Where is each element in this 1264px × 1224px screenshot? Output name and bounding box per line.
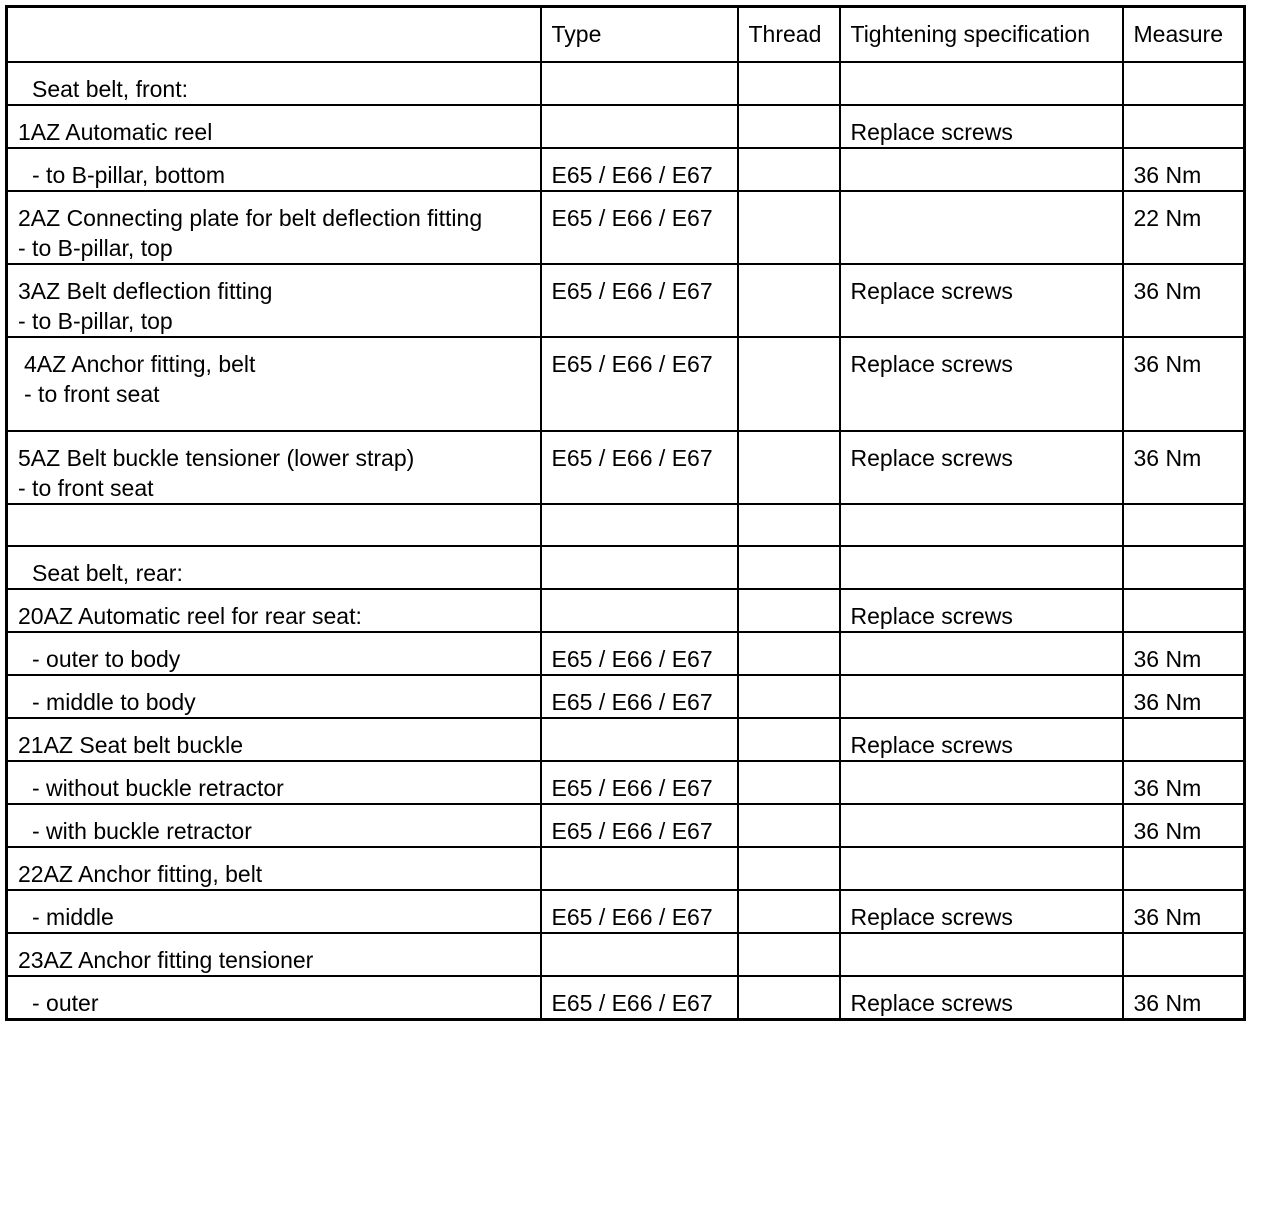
thread-cell xyxy=(738,632,840,675)
item-text: 1AZ Automatic reel xyxy=(18,119,213,145)
type-cell xyxy=(541,546,738,589)
header-thread: Thread xyxy=(738,7,840,63)
item-cell xyxy=(7,148,541,191)
thread-cell xyxy=(738,847,840,890)
header-tightening: Tightening specification xyxy=(840,7,1123,63)
measure-cell xyxy=(1123,62,1245,105)
thread-cell xyxy=(738,504,840,546)
type-cell xyxy=(541,504,738,546)
measure-cell: 36 Nm xyxy=(1123,804,1245,847)
table-body xyxy=(7,62,1245,1020)
item-text: - without buckle retractor xyxy=(32,775,284,801)
type-cell: E65 / E66 / E67 xyxy=(541,431,738,504)
thread-cell xyxy=(738,589,840,632)
type-cell xyxy=(541,589,738,632)
thread-cell xyxy=(738,804,840,847)
tightening-cell xyxy=(840,148,1123,191)
thread-cell xyxy=(738,546,840,589)
header-measure: Measure xyxy=(1123,7,1245,63)
measure-cell: 36 Nm xyxy=(1123,761,1245,804)
table-row xyxy=(7,804,1245,847)
item-text: - with buckle retractor xyxy=(32,818,252,844)
measure-cell: 36 Nm xyxy=(1123,431,1245,504)
tightening-cell: Replace screws xyxy=(840,890,1123,933)
tightening-spec-table xyxy=(5,5,1246,1021)
table-row xyxy=(7,105,1245,148)
item-text: 4AZ Anchor fitting, belt xyxy=(24,351,256,377)
thread-cell xyxy=(738,761,840,804)
item-text: Seat belt, front: xyxy=(32,76,188,102)
tightening-cell xyxy=(840,546,1123,589)
measure-cell: 36 Nm xyxy=(1123,890,1245,933)
item-text: - outer xyxy=(32,990,99,1016)
tightening-cell xyxy=(840,504,1123,546)
tightening-cell: Replace screws xyxy=(840,589,1123,632)
thread-cell xyxy=(738,264,840,337)
table-row xyxy=(7,933,1245,976)
item-cell xyxy=(7,761,541,804)
item-text: - to front seat xyxy=(24,381,160,407)
measure-cell xyxy=(1123,546,1245,589)
table-row xyxy=(7,761,1245,804)
tightening-cell xyxy=(840,191,1123,264)
tightening-cell xyxy=(840,761,1123,804)
item-text: 23AZ Anchor fitting tensioner xyxy=(18,947,314,973)
type-cell: E65 / E66 / E67 xyxy=(541,804,738,847)
measure-cell xyxy=(1123,847,1245,890)
table-row xyxy=(7,632,1245,675)
item-cell xyxy=(7,62,541,105)
item-cell xyxy=(7,890,541,933)
measure-cell: 22 Nm xyxy=(1123,191,1245,264)
thread-cell xyxy=(738,337,840,431)
item-text: - to B-pillar, bottom xyxy=(32,162,226,188)
item-cell xyxy=(7,504,541,546)
thread-cell xyxy=(738,675,840,718)
item-cell xyxy=(7,546,541,589)
item-cell xyxy=(7,632,541,675)
measure-cell: 36 Nm xyxy=(1123,264,1245,337)
thread-cell xyxy=(738,933,840,976)
item-text: - outer to body xyxy=(32,646,181,672)
table-row xyxy=(7,976,1245,1020)
tightening-cell xyxy=(840,933,1123,976)
type-cell: E65 / E66 / E67 xyxy=(541,148,738,191)
type-cell: E65 / E66 / E67 xyxy=(541,761,738,804)
table-row xyxy=(7,431,1245,504)
table-row xyxy=(7,718,1245,761)
header-row xyxy=(7,7,1245,63)
measure-cell xyxy=(1123,718,1245,761)
tightening-cell: Replace screws xyxy=(840,337,1123,431)
table-row xyxy=(7,847,1245,890)
tightening-cell: Replace screws xyxy=(840,105,1123,148)
measure-cell xyxy=(1123,589,1245,632)
item-text: - middle to body xyxy=(32,689,196,715)
table-row xyxy=(7,546,1245,589)
type-cell xyxy=(541,847,738,890)
item-text: 20AZ Automatic reel for rear seat: xyxy=(18,603,362,629)
measure-cell xyxy=(1123,933,1245,976)
item-cell xyxy=(7,264,541,337)
item-text: 5AZ Belt buckle tensioner (lower strap) xyxy=(18,445,415,471)
type-cell xyxy=(541,933,738,976)
type-cell xyxy=(541,105,738,148)
tightening-cell xyxy=(840,62,1123,105)
thread-cell xyxy=(738,148,840,191)
tightening-cell: Replace screws xyxy=(840,718,1123,761)
item-text: 22AZ Anchor fitting, belt xyxy=(18,861,263,887)
item-cell xyxy=(7,933,541,976)
table-row xyxy=(7,504,1245,546)
type-cell: E65 / E66 / E67 xyxy=(541,976,738,1020)
thread-cell xyxy=(738,890,840,933)
measure-cell: 36 Nm xyxy=(1123,337,1245,431)
type-cell: E65 / E66 / E67 xyxy=(541,632,738,675)
tightening-cell xyxy=(840,804,1123,847)
item-cell xyxy=(7,675,541,718)
thread-cell xyxy=(738,431,840,504)
type-cell xyxy=(541,62,738,105)
header-type: Type xyxy=(541,7,738,63)
measure-cell: 36 Nm xyxy=(1123,632,1245,675)
table-row xyxy=(7,148,1245,191)
measure-cell: 36 Nm xyxy=(1123,976,1245,1020)
type-cell: E65 / E66 / E67 xyxy=(541,264,738,337)
item-text: Seat belt, rear: xyxy=(32,560,183,586)
table-row xyxy=(7,264,1245,337)
thread-cell xyxy=(738,976,840,1020)
item-text: 21AZ Seat belt buckle xyxy=(18,732,244,758)
item-text: - to front seat xyxy=(18,475,154,501)
tightening-cell xyxy=(840,632,1123,675)
item-cell xyxy=(7,337,541,431)
thread-cell xyxy=(738,718,840,761)
thread-cell xyxy=(738,105,840,148)
table-row xyxy=(7,890,1245,933)
item-cell xyxy=(7,847,541,890)
item-cell xyxy=(7,804,541,847)
thread-cell xyxy=(738,191,840,264)
tightening-cell xyxy=(840,675,1123,718)
tightening-cell: Replace screws xyxy=(840,976,1123,1020)
tightening-cell: Replace screws xyxy=(840,431,1123,504)
type-cell: E65 / E66 / E67 xyxy=(541,191,738,264)
thread-cell xyxy=(738,62,840,105)
table-row xyxy=(7,62,1245,105)
item-cell xyxy=(7,589,541,632)
item-cell xyxy=(7,976,541,1020)
type-cell: E65 / E66 / E67 xyxy=(541,337,738,431)
table-row xyxy=(7,337,1245,431)
header-item xyxy=(7,7,541,63)
tightening-cell xyxy=(840,847,1123,890)
table-row xyxy=(7,191,1245,264)
table-row xyxy=(7,675,1245,718)
measure-cell: 36 Nm xyxy=(1123,675,1245,718)
item-cell xyxy=(7,191,541,264)
item-text: 3AZ Belt deflection fitting xyxy=(18,278,273,304)
item-text: - to B-pillar, top xyxy=(18,308,173,334)
tightening-cell: Replace screws xyxy=(840,264,1123,337)
measure-cell xyxy=(1123,105,1245,148)
item-text: - to B-pillar, top xyxy=(18,235,173,261)
type-cell: E65 / E66 / E67 xyxy=(541,675,738,718)
type-cell xyxy=(541,718,738,761)
measure-cell: 36 Nm xyxy=(1123,148,1245,191)
item-cell xyxy=(7,718,541,761)
item-cell xyxy=(7,431,541,504)
item-text: 2AZ Connecting plate for belt deflection fitting xyxy=(18,205,483,231)
table-row xyxy=(7,589,1245,632)
item-text: - middle xyxy=(32,904,114,930)
measure-cell xyxy=(1123,504,1245,546)
item-cell xyxy=(7,105,541,148)
type-cell: E65 / E66 / E67 xyxy=(541,890,738,933)
